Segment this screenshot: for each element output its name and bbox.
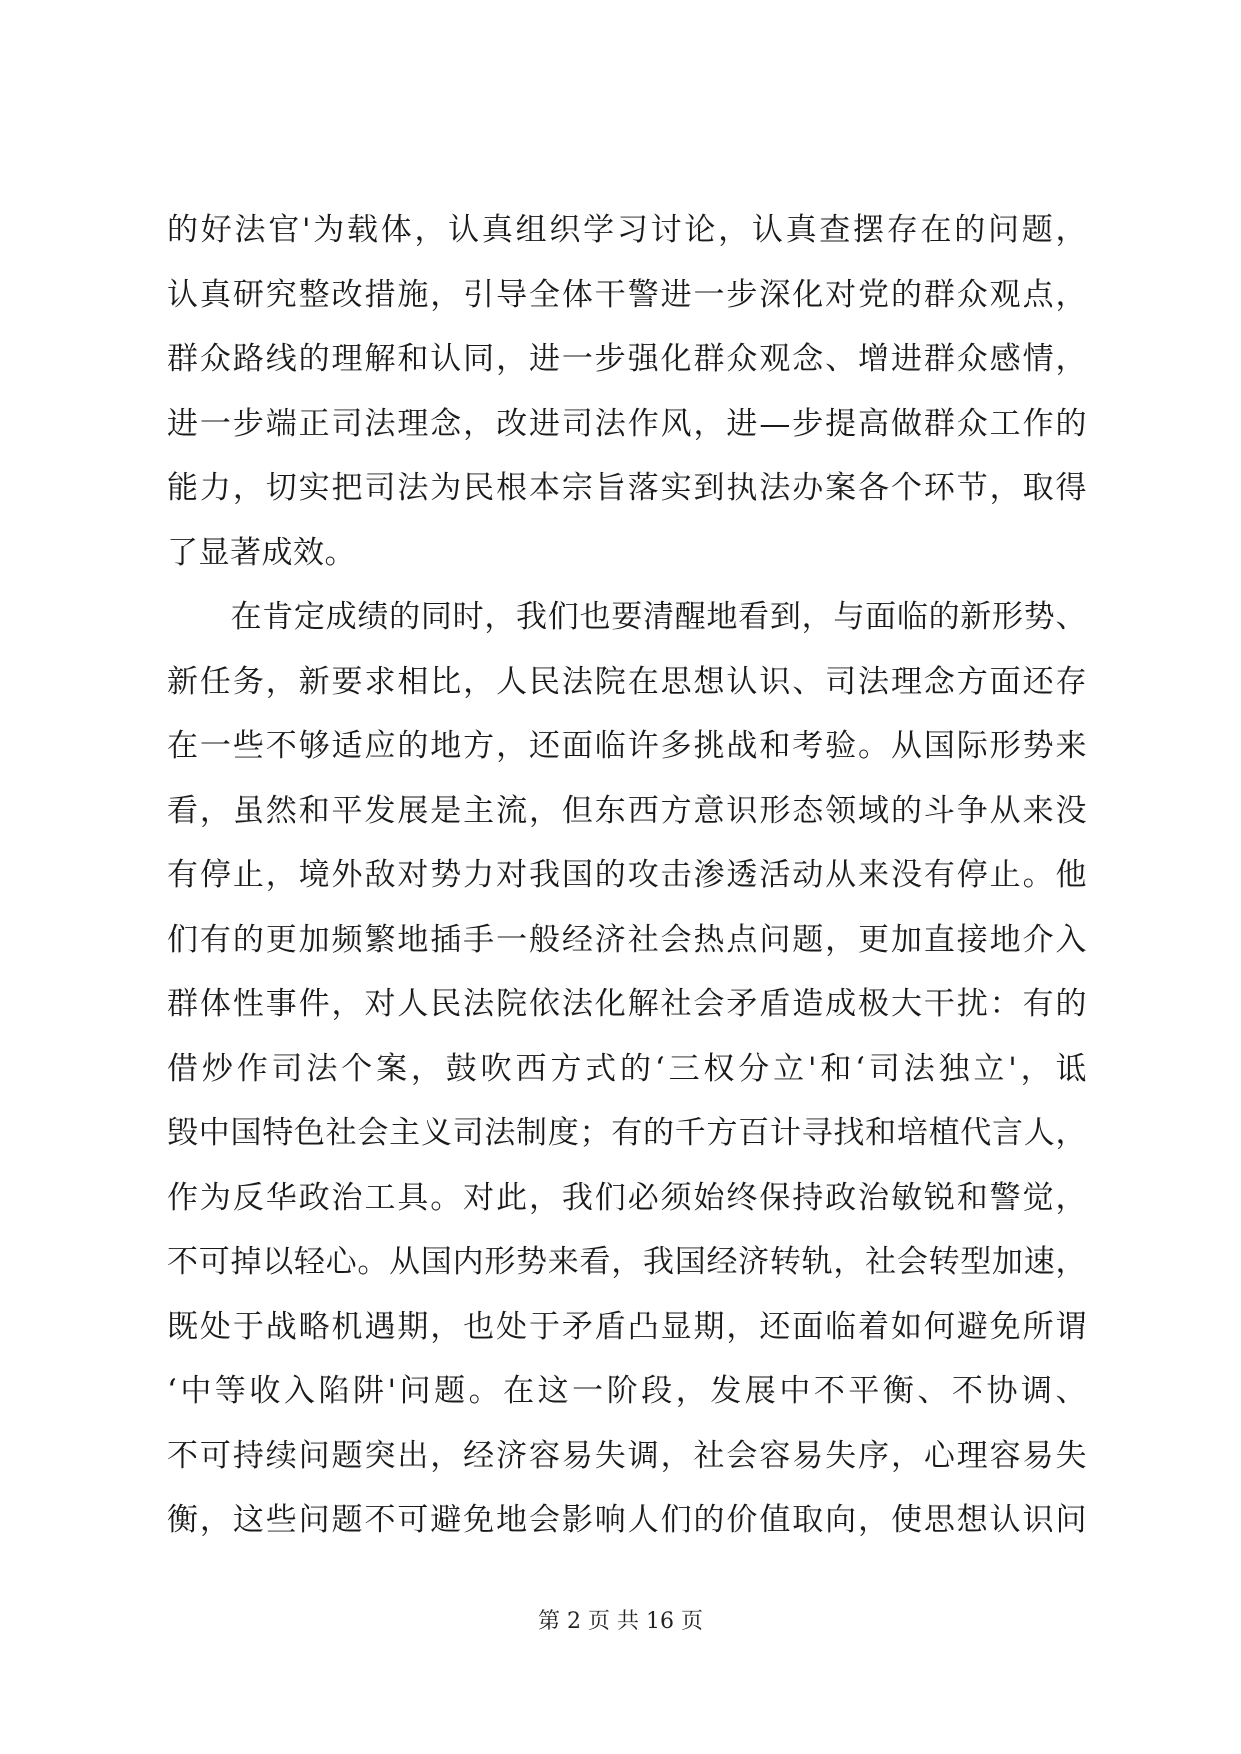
text-line: 看，虽然和平发展是主流，但东西方意识形态领域的斗争从来没 [167, 792, 1087, 829]
text-line: 进一步端正司法理念，改进司法作风，进—步提高做群众工作的 [167, 405, 1087, 442]
text-line: 能力，切实把司法为民根本宗旨落实到执法办案各个环节，取得 [167, 470, 1087, 506]
text-line: ‘中等收入陷阱'问题。在这一阶段，发展中不平衡、不协调、 [167, 1373, 1087, 1409]
text-line: 了显著成效。 [167, 534, 356, 571]
text-line: 们有的更加频繁地插手一般经济社会热点问题，更加直接地介入 [167, 921, 1087, 958]
text-line: 毁中国特色社会主义司法制度；有的千方百计寻找和培植代言人， [167, 1115, 1087, 1151]
text-line: 群体性事件，对人民法院依法化解社会矛盾造成极大干扰：有的 [167, 986, 1087, 1022]
text-line: 不可持续问题突出，经济容易失调，社会容易失序，心理容易失 [167, 1437, 1087, 1474]
body-text [167, 198, 1087, 1553]
text-line: 新任务，新要求相比，人民法院在思想认识、司法理念方面还存 [167, 663, 1087, 700]
text-line: 既处于战略机遇期，也处于矛盾凸显期，还面临着如何避免所谓 [167, 1308, 1087, 1345]
text-line: 不可掉以轻心。从国内形势来看，我国经济转轨，社会转型加速， [167, 1244, 1087, 1280]
text-line: 的好法官'为载体，认真组织学习讨论，认真查摆存在的问题， [167, 212, 1087, 248]
text-line: 衡，这些问题不可避免地会影响人们的价值取向，使思想认识问 [167, 1502, 1087, 1538]
text-line: 有停止，境外敌对势力对我国的攻击渗透活动从来没有停止。他 [167, 857, 1087, 893]
text-line: 作为反华政治工具。对此，我们必须始终保持政治敏锐和警觉， [167, 1179, 1087, 1216]
text-line: 群众路线的理解和认同，进一步强化群众观念、增进群众感情， [167, 341, 1087, 377]
text-line: 在肯定成绩的同时，我们也要清醒地看到，与面临的新形势、 [167, 599, 1087, 635]
text-line: 在一些不够适应的地方，还面临许多挑战和考验。从国际形势来 [167, 728, 1087, 764]
text-line: 借炒作司法个案，鼓吹西方式的‘三权分立'和‘司法独立'，诋 [167, 1050, 1087, 1087]
text-line: 认真研究整改措施，引导全体干警进一步深化对党的群众观点， [167, 276, 1087, 313]
page-number-footer: 第 2 页 共 16 页 [538, 1609, 703, 1634]
